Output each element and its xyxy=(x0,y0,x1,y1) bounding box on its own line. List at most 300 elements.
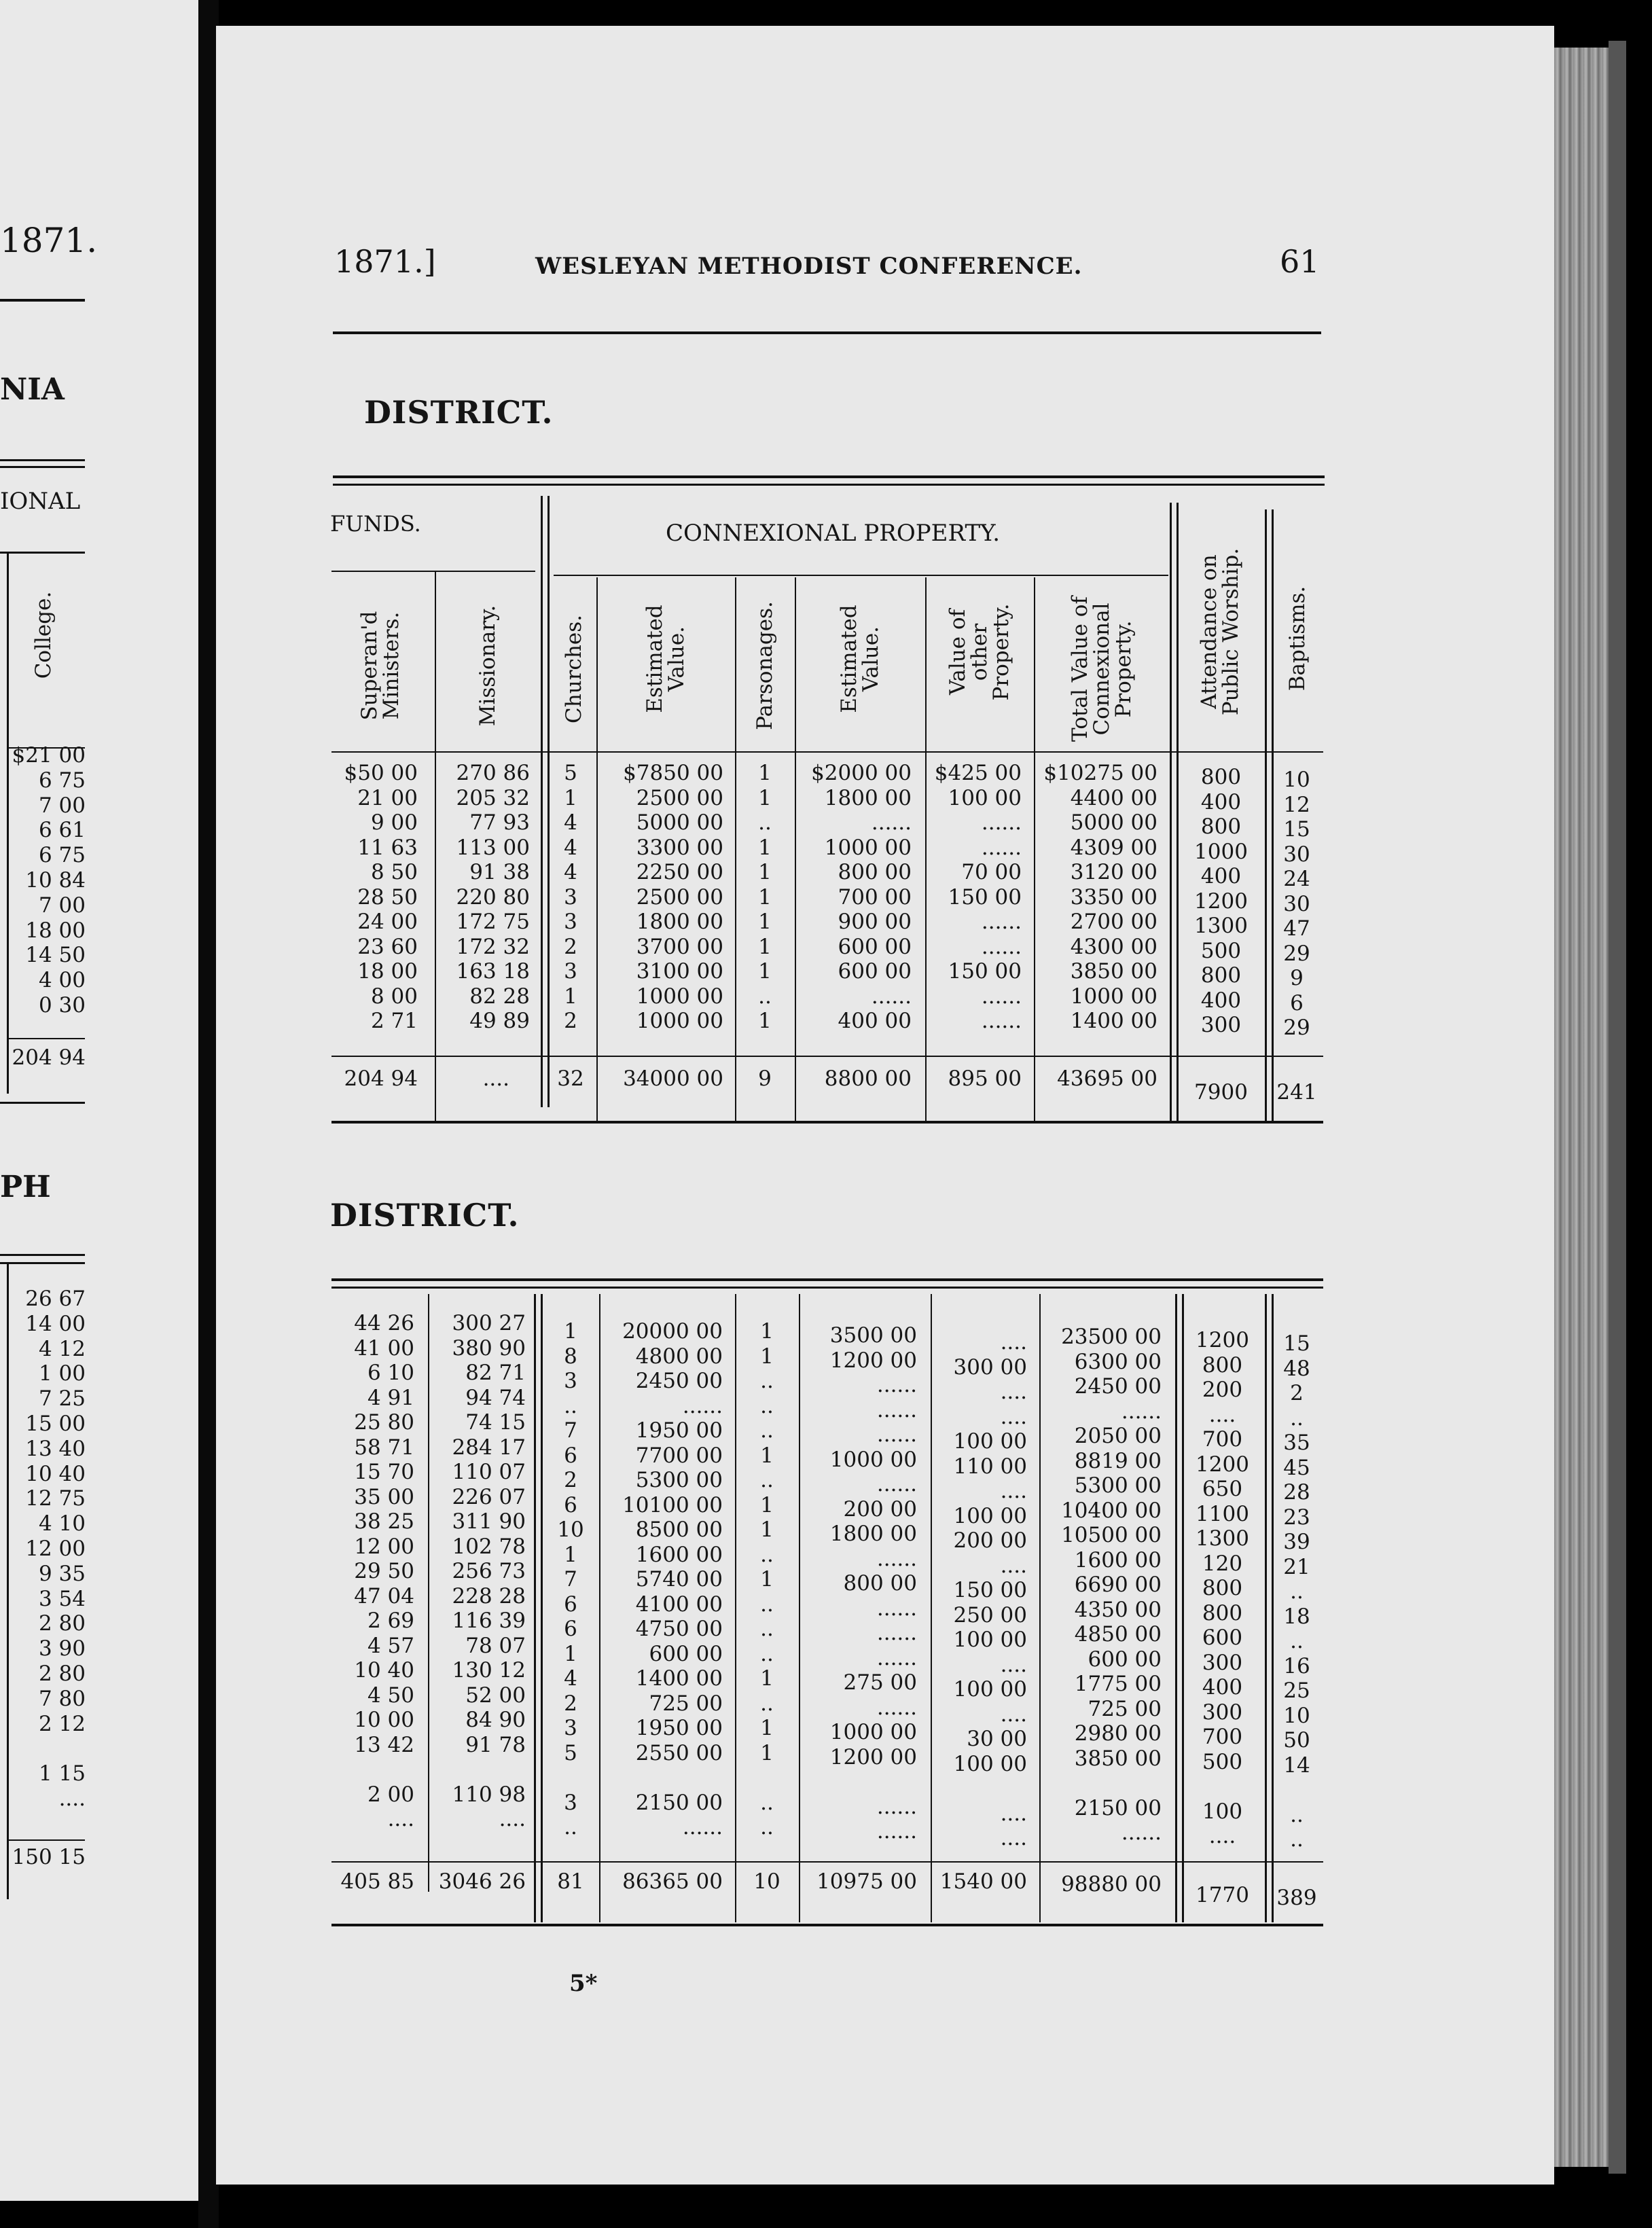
s1-top-rule-a xyxy=(333,475,1325,478)
table-cell: 284 17 xyxy=(452,1435,526,1460)
table-cell: ...... xyxy=(981,984,1022,1009)
s1-header-other-property: Value of other Property. xyxy=(946,603,1013,701)
left-rule-2 xyxy=(0,459,85,461)
table-cell: 2 71 xyxy=(370,1009,418,1033)
table-cell: 3 xyxy=(564,1716,577,1740)
table-cell: 2450 00 xyxy=(635,1369,723,1393)
table-cell: 600 00 xyxy=(1088,1647,1162,1672)
table-cell: 24 00 xyxy=(357,910,418,934)
table-cell: 500 xyxy=(1202,1749,1243,1774)
table-cell: 6300 00 xyxy=(1074,1349,1162,1374)
table-cell: 23 xyxy=(1283,1505,1310,1530)
table-cell: 5300 00 xyxy=(1074,1473,1162,1498)
table-cell: 150 00 xyxy=(948,884,1022,910)
table-cell: .... xyxy=(1000,1479,1027,1503)
table-cell: 1950 00 xyxy=(635,1716,723,1740)
table-cell: 700 xyxy=(1202,1427,1243,1452)
table-cell: 10 00 xyxy=(354,1708,414,1732)
table-cell: 4 91 xyxy=(367,1385,414,1410)
s2-total-missionary: 3046 26 xyxy=(438,1869,526,1894)
table-cell: ...... xyxy=(981,810,1022,835)
page-stack-edge xyxy=(1554,48,1609,2167)
running-header-year: 1871.] xyxy=(334,243,436,280)
table-cell: 29 50 xyxy=(354,1559,414,1583)
left-table-cell: 12 00 xyxy=(25,1536,86,1561)
table-cell: 1 xyxy=(564,1319,577,1344)
left-rule-7 xyxy=(0,1102,85,1104)
table-cell: 3 xyxy=(564,959,577,984)
table-cell: 5000 00 xyxy=(1070,810,1157,835)
table-cell: ...... xyxy=(682,1815,723,1839)
table-cell: 2 xyxy=(564,1009,577,1033)
s1-header-est-value2: Estimated Value. xyxy=(837,605,883,713)
table-cell: 30 xyxy=(1283,891,1310,916)
table-cell: 12 xyxy=(1283,792,1310,817)
s1-header-baptisms: Baptisms. xyxy=(1285,586,1310,691)
left-rule-6 xyxy=(7,1038,85,1039)
left-table-cell: 4 12 xyxy=(38,1336,86,1361)
table-cell: 2450 00 xyxy=(1074,1374,1162,1399)
table-cell: ...... xyxy=(876,1373,917,1397)
table-cell: ...... xyxy=(876,1621,917,1645)
table-cell: 5000 00 xyxy=(636,810,723,835)
s1-total-attendance: 7900 xyxy=(1194,1080,1248,1104)
table-cell: 4300 00 xyxy=(1070,934,1157,959)
s1-header-attendance: Attendance on Public Worship. xyxy=(1197,547,1243,716)
s1-bottom-rule xyxy=(331,1121,1323,1124)
table-cell: 3120 00 xyxy=(1070,860,1157,884)
left-table-cell: 7 25 xyxy=(38,1386,86,1412)
signature-mark: 5* xyxy=(569,1970,598,1997)
table-cell: 15 xyxy=(1283,817,1310,842)
table-cell: .... xyxy=(1000,1702,1027,1727)
table-cell: 1 xyxy=(760,1740,774,1765)
left-page-year: 1871. xyxy=(0,221,98,260)
table-cell: 800 xyxy=(1202,1576,1243,1600)
s1-header-missionary: Missionary. xyxy=(475,605,500,727)
table-cell: 205 32 xyxy=(456,785,530,810)
table-cell: 44 26 xyxy=(354,1311,414,1335)
s1-col-parsonages xyxy=(736,761,793,1034)
table-cell: 6 xyxy=(564,1492,577,1517)
table-cell: 300 xyxy=(1202,1700,1243,1725)
table-cell: 100 00 xyxy=(953,1751,1027,1776)
table-cell: 700 xyxy=(1202,1725,1243,1749)
table-cell: 3300 00 xyxy=(636,835,723,860)
s1-col-est-value2 xyxy=(796,761,912,1034)
s2-bottom-rule xyxy=(331,1924,1323,1926)
table-cell: 1 xyxy=(760,1492,774,1517)
left-heading1: NIA xyxy=(0,372,65,407)
table-cell: 2250 00 xyxy=(636,860,723,884)
table-cell: 28 50 xyxy=(357,884,418,910)
table-cell: 1200 xyxy=(1196,1328,1249,1352)
table-cell: 400 00 xyxy=(838,1009,912,1033)
table-cell: ...... xyxy=(871,984,912,1009)
table-cell: ...... xyxy=(876,1422,917,1447)
table-cell: ...... xyxy=(682,1393,723,1418)
table-cell: 1 xyxy=(758,959,772,984)
table-cell: 70 00 xyxy=(961,860,1022,884)
table-cell: 47 04 xyxy=(354,1583,414,1609)
table-cell: 11 63 xyxy=(357,835,418,860)
table-cell: 10 xyxy=(1283,768,1310,792)
left-col2-total: 150 15 xyxy=(12,1845,86,1869)
table-cell: 150 00 xyxy=(953,1578,1027,1602)
table-cell: .. xyxy=(1290,1629,1304,1653)
table-cell: 1 xyxy=(758,785,772,810)
s1-vrule-8a xyxy=(1170,503,1172,1121)
table-cell: $7850 00 xyxy=(623,761,723,785)
table-cell: $50 00 xyxy=(344,761,418,785)
table-cell: 110 98 xyxy=(452,1782,526,1807)
table-cell: 1000 00 xyxy=(824,835,912,860)
table-cell xyxy=(1273,1778,1321,1803)
table-cell: 400 xyxy=(1202,1675,1243,1700)
left-rule-top xyxy=(0,299,85,302)
table-cell: 1000 00 xyxy=(1070,984,1157,1009)
table-cell: 600 00 xyxy=(838,934,912,959)
s2-vrule-2a xyxy=(534,1294,536,1922)
table-cell: 28 xyxy=(1283,1480,1310,1505)
table-cell: 1400 00 xyxy=(1070,1009,1157,1033)
table-cell: 14 xyxy=(1283,1753,1310,1778)
left-table-cell: 12 75 xyxy=(25,1486,86,1511)
table-cell: 800 xyxy=(1200,765,1242,789)
left-table-cell: 14 00 xyxy=(25,1311,86,1336)
table-cell: .. xyxy=(760,1393,774,1418)
s1-header-total-value: Total Value of Connexional Property. xyxy=(1068,596,1136,742)
left-table-cell: 3 54 xyxy=(38,1586,86,1611)
left-table-cell: 13 40 xyxy=(25,1436,86,1461)
table-cell: 2550 00 xyxy=(635,1740,723,1765)
table-cell: ...... xyxy=(876,1819,917,1844)
table-cell: .... xyxy=(1208,1402,1236,1427)
table-cell: 725 00 xyxy=(649,1691,723,1716)
table-cell: 4 xyxy=(564,835,577,860)
table-cell: .. xyxy=(564,1393,577,1418)
table-cell: 150 00 xyxy=(948,959,1022,984)
table-cell: 1400 00 xyxy=(635,1666,723,1691)
table-cell: 3 xyxy=(564,884,577,910)
table-cell: .. xyxy=(1290,1405,1304,1431)
table-cell: 1800 00 xyxy=(636,910,723,934)
s2-vrule-1 xyxy=(428,1294,429,1892)
table-cell: .... xyxy=(1208,1824,1236,1848)
s1-property-underline xyxy=(554,575,1168,576)
table-cell: 35 00 xyxy=(354,1484,414,1509)
table-cell: 650 xyxy=(1202,1477,1243,1501)
s2-vrule-2b xyxy=(541,1294,543,1922)
table-cell: 1600 00 xyxy=(635,1542,723,1567)
s2-vrule-8a xyxy=(1175,1294,1177,1922)
table-cell: .... xyxy=(1000,1801,1027,1826)
table-cell xyxy=(1041,1771,1162,1796)
table-cell: 800 xyxy=(1200,963,1242,988)
s1-header-superannuated: Superan'd Ministers. xyxy=(357,611,403,721)
table-cell: 200 xyxy=(1202,1378,1243,1402)
s1-header-est-value1: Estimated Value. xyxy=(643,605,689,713)
left-table-cell: 1 15 xyxy=(38,1761,86,1786)
table-cell: 6 10 xyxy=(367,1361,414,1385)
table-cell: 4 xyxy=(564,860,577,884)
table-cell: 9 00 xyxy=(370,810,418,835)
table-cell: 1800 00 xyxy=(829,1522,917,1546)
table-cell: 29 xyxy=(1283,1016,1310,1040)
left-heading2: PH xyxy=(0,1170,51,1204)
table-cell: 900 00 xyxy=(838,910,912,934)
table-cell: 1775 00 xyxy=(1074,1672,1162,1696)
table-cell: 21 00 xyxy=(357,785,418,810)
table-cell: 2 00 xyxy=(367,1782,414,1807)
s2-col-attendance xyxy=(1183,1328,1261,1849)
table-cell: 74 15 xyxy=(465,1410,526,1435)
s1-vrule-9a xyxy=(1265,509,1267,1121)
s2-top-rule-a xyxy=(331,1278,1323,1281)
table-cell: 7 xyxy=(564,1418,577,1443)
s1-col-superannuated xyxy=(326,761,418,1034)
table-cell: 1 xyxy=(760,1443,774,1468)
table-cell: 1 xyxy=(760,1716,774,1740)
left-table-cell: 18 00 xyxy=(25,918,86,943)
section2-title: DISTRICT. xyxy=(330,1197,520,1234)
table-cell: 41 00 xyxy=(354,1335,414,1361)
table-cell: 91 78 xyxy=(465,1732,526,1757)
table-cell: .. xyxy=(760,1418,774,1443)
table-cell: 300 xyxy=(1202,1650,1243,1675)
table-cell: ...... xyxy=(871,810,912,835)
table-cell: 38 25 xyxy=(354,1509,414,1534)
s1-header-bottom-rule xyxy=(331,751,1323,753)
s2-col-superannuated xyxy=(326,1311,414,1832)
table-cell: 2700 00 xyxy=(1070,910,1157,934)
table-cell: 100 xyxy=(1202,1799,1243,1824)
left-table-cell: 3 90 xyxy=(38,1636,86,1661)
table-cell: 4100 00 xyxy=(635,1592,723,1617)
table-cell: .. xyxy=(758,984,772,1009)
table-cell: 4350 00 xyxy=(1074,1597,1162,1622)
s1-total-churches: 32 xyxy=(557,1066,584,1091)
table-cell: 15 70 xyxy=(354,1460,414,1484)
table-cell: 2150 00 xyxy=(1074,1795,1162,1820)
table-cell: 725 00 xyxy=(1088,1696,1162,1721)
left-col-header: College. xyxy=(31,591,56,679)
header-rule xyxy=(333,331,1321,334)
table-cell: 800 00 xyxy=(838,860,912,884)
table-cell: 4800 00 xyxy=(635,1344,723,1369)
table-cell: ...... xyxy=(876,1596,917,1621)
left-table-cell: .... xyxy=(58,1786,86,1811)
table-cell: 1 xyxy=(760,1319,774,1344)
s1-col-attendance xyxy=(1179,765,1263,1038)
table-cell: ...... xyxy=(981,835,1022,860)
table-cell: 4309 00 xyxy=(1070,835,1157,860)
table-cell: 200 00 xyxy=(953,1528,1027,1553)
table-cell: 600 00 xyxy=(649,1641,723,1666)
table-cell: 15 xyxy=(1283,1331,1310,1356)
table-cell: 110 00 xyxy=(953,1454,1027,1479)
table-cell: 5 xyxy=(564,1740,577,1765)
table-cell: 2500 00 xyxy=(636,785,723,810)
table-cell: 77 93 xyxy=(469,810,530,835)
table-cell: 2 69 xyxy=(367,1609,414,1633)
table-cell: $425 00 xyxy=(934,761,1022,785)
table-cell: 30 xyxy=(1283,842,1310,867)
table-cell: 2 xyxy=(564,934,577,959)
table-cell: .. xyxy=(564,1815,577,1839)
table-cell: $10275 00 xyxy=(1043,761,1157,785)
table-cell: ...... xyxy=(876,1397,917,1422)
table-cell: 30 00 xyxy=(967,1727,1027,1751)
table-cell: 5 xyxy=(564,761,577,785)
s1-total-baptisms: 241 xyxy=(1276,1080,1317,1104)
table-cell: 1 xyxy=(758,835,772,860)
table-cell: 172 32 xyxy=(456,934,530,959)
table-cell: 35 xyxy=(1283,1431,1310,1455)
left-table-cell: 2 12 xyxy=(38,1711,86,1736)
table-cell: 39 xyxy=(1283,1530,1310,1554)
table-cell: 8 00 xyxy=(370,984,418,1009)
table-cell: 3850 00 xyxy=(1074,1746,1162,1771)
table-cell: ...... xyxy=(1121,1820,1162,1845)
table-cell: 250 00 xyxy=(953,1602,1027,1628)
table-cell: 8819 00 xyxy=(1074,1448,1162,1473)
s2-total-baptisms: 389 xyxy=(1276,1886,1317,1910)
table-cell: 1 xyxy=(760,1666,774,1691)
left-table-cell: 2 80 xyxy=(38,1611,86,1636)
table-cell: 8 50 xyxy=(370,860,418,884)
table-cell: 100 00 xyxy=(953,1628,1027,1652)
table-cell: 5740 00 xyxy=(635,1567,723,1592)
s2-total-parsonages: 10 xyxy=(753,1869,780,1894)
table-cell: 2050 00 xyxy=(1074,1424,1162,1448)
table-cell: 7 xyxy=(564,1567,577,1592)
table-cell: 1 xyxy=(564,984,577,1009)
s1-top-rule-b xyxy=(333,484,1325,486)
table-cell: 7700 00 xyxy=(635,1443,723,1468)
table-cell: 52 00 xyxy=(465,1683,526,1708)
table-cell: 800 xyxy=(1200,814,1242,839)
table-cell: 200 00 xyxy=(843,1496,917,1522)
table-cell xyxy=(1183,1774,1261,1799)
left-col-values xyxy=(0,743,86,1018)
table-cell: 1800 00 xyxy=(824,785,912,810)
table-cell: 9 xyxy=(1290,966,1304,990)
left-table-cell: 15 00 xyxy=(25,1411,86,1436)
s1-total-other-property: 895 00 xyxy=(948,1066,1022,1091)
table-cell: ...... xyxy=(1121,1399,1162,1424)
table-cell: ...... xyxy=(876,1546,917,1571)
table-cell: ...... xyxy=(876,1695,917,1720)
table-cell: 1200 00 xyxy=(829,1348,917,1373)
table-cell: 800 xyxy=(1202,1352,1243,1378)
table-cell: 3 xyxy=(564,1790,577,1815)
left-table-cell: 4 00 xyxy=(38,968,86,993)
s2-vrule-9a xyxy=(1265,1294,1267,1922)
table-cell: .. xyxy=(760,1617,774,1641)
table-cell: 400 xyxy=(1200,789,1242,814)
table-cell: .. xyxy=(1290,1579,1304,1604)
left-table-cell: 7 80 xyxy=(38,1686,86,1711)
s1-total-missionary: .... xyxy=(482,1066,509,1091)
left-rule-8 xyxy=(0,1254,85,1256)
table-cell: 1600 00 xyxy=(1074,1547,1162,1573)
table-cell: 23 60 xyxy=(357,934,418,959)
table-cell: .. xyxy=(760,1542,774,1567)
table-cell: 1950 00 xyxy=(635,1418,723,1443)
table-cell: 1 xyxy=(758,1009,772,1033)
table-cell xyxy=(800,1769,917,1795)
s1-total-est-value2: 8800 00 xyxy=(824,1066,912,1091)
table-cell: 4750 00 xyxy=(635,1617,723,1641)
table-cell: 300 27 xyxy=(452,1311,526,1335)
table-cell: 1 xyxy=(758,910,772,934)
table-cell: 100 00 xyxy=(953,1503,1027,1528)
s1-col-total-value xyxy=(1035,761,1157,1034)
table-cell: 10100 00 xyxy=(622,1492,723,1517)
table-cell xyxy=(736,1765,797,1791)
table-cell: 4 xyxy=(564,810,577,835)
table-cell: 102 78 xyxy=(452,1534,526,1559)
running-header-title: WESLEYAN METHODIST CONFERENCE. xyxy=(535,253,1083,280)
s1-header-churches: Churches. xyxy=(562,615,586,723)
table-cell: 226 07 xyxy=(452,1484,526,1509)
table-cell: 16 xyxy=(1283,1653,1310,1678)
table-cell: 400 xyxy=(1200,864,1242,888)
table-cell: 800 00 xyxy=(843,1571,917,1596)
table-cell: 3500 00 xyxy=(829,1323,917,1348)
table-cell: 10400 00 xyxy=(1061,1498,1162,1523)
table-cell: 1100 xyxy=(1196,1501,1249,1526)
table-cell: 4 xyxy=(564,1666,577,1691)
table-cell: .... xyxy=(387,1807,414,1831)
section1-title: DISTRICT. xyxy=(364,394,554,431)
table-cell: 6 xyxy=(564,1617,577,1641)
table-cell: 8500 00 xyxy=(635,1517,723,1542)
table-cell: 275 00 xyxy=(843,1670,917,1695)
table-cell: 300 xyxy=(1200,1013,1242,1037)
table-cell: 220 80 xyxy=(456,884,530,910)
table-cell: 82 71 xyxy=(465,1361,526,1385)
s1-group-funds: FUNDS. xyxy=(330,511,421,537)
table-cell: 23500 00 xyxy=(1061,1325,1162,1349)
table-cell: 1 xyxy=(760,1517,774,1542)
table-cell: 1000 00 xyxy=(829,1720,917,1744)
s2-total-churches: 81 xyxy=(557,1869,584,1894)
table-cell: 600 00 xyxy=(838,959,912,984)
left-col-total: 204 94 xyxy=(12,1045,86,1070)
table-cell: 18 xyxy=(1283,1604,1310,1629)
s1-total-parsonages: 9 xyxy=(758,1066,772,1091)
table-cell: 50 xyxy=(1283,1728,1310,1753)
table-cell: .... xyxy=(1000,1380,1027,1404)
table-cell: .. xyxy=(1290,1827,1304,1852)
left-table-cell: 7 00 xyxy=(38,793,86,818)
table-cell: 3850 00 xyxy=(1070,959,1157,984)
s2-total-other-property: 1540 00 xyxy=(939,1869,1027,1894)
table-cell: 24 xyxy=(1283,867,1310,891)
table-cell: 1 xyxy=(758,860,772,884)
table-cell: 82 28 xyxy=(469,984,530,1009)
table-cell: 1 xyxy=(760,1567,774,1592)
left-table-cell: 26 67 xyxy=(25,1287,86,1311)
s1-total-superannuated: 204 94 xyxy=(344,1066,418,1091)
s1-header-parsonages: Parsonages. xyxy=(753,601,777,730)
table-cell: $2000 00 xyxy=(811,761,912,785)
table-cell: 20000 00 xyxy=(622,1319,723,1344)
table-cell: 45 xyxy=(1283,1455,1310,1480)
table-cell: .... xyxy=(1000,1652,1027,1677)
